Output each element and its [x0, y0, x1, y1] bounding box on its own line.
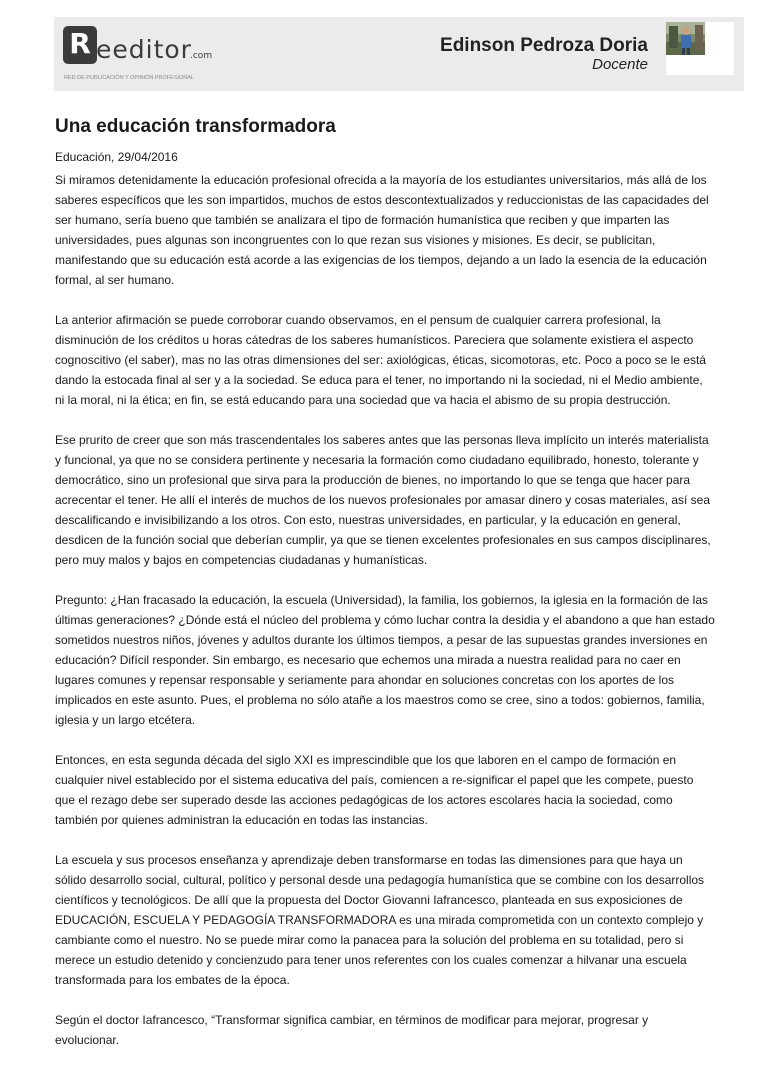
article-title: Una educación transformadora — [55, 116, 336, 137]
logo-badge-icon — [63, 26, 97, 64]
reeditor-logo[interactable] — [63, 26, 213, 86]
document-header — [54, 17, 744, 91]
author-name[interactable]: Edinson Pedroza Doria — [440, 35, 648, 56]
logo-wordmark: eeditor — [96, 35, 192, 64]
article-body — [55, 170, 715, 1070]
paragraph: La anterior afirmación se puede corroborar cuando observamos, en el pensum de cualquier carrera profesional, la disminución de los créditos u horas cátedras de los saberes humanísticos. Pareciera que solamente existiera el aspecto cognoscitivo (el saber), mas no las otras dimensiones del ser: axiológicas, éticas, sicomotoras, etc. Poco a poco se le está dando la estocada final al ser y a la sociedad. Se educa para el tener, no importando ni la sociedad, ni el Medio ambiente, ni la moral, ni la ética; en fin, se está educando para una sociedad que va hacia el abismo de su propia destrucción. — [55, 313, 706, 407]
logo-tagline: RED DE PUBLICACIÓN Y OPINIÓN PROFESIONAL — [64, 75, 194, 81]
paragraph: Pregunto: ¿Han fracasado la educación, la escuela (Universidad), la familia, los gobiernos, la iglesia en la formación de las últimas generaciones? ¿Dónde está el núcleo del problema y cómo luchar contra la desidia y el abandono a que han estado sometidos nuestros niños, jóvenes y adultos durante los últimos tiempos, a pesar de las supuestas grandes inversiones en educación? Difícil responder. Sin embargo, es necesario que echemos una mirada a nuestra realidad para no caer en lugares comunes y repensar responsable y seriamente para ahondar en soluciones concretas con los aportes de los implicados en este asunto. Pues, el problema no sólo atañe a los maestros como se cree, sino a todos: gobiernos, familia, iglesia y un largo etcétera. — [55, 593, 715, 727]
avatar-frame — [666, 22, 734, 75]
logo-domain: .com — [190, 51, 213, 61]
paragraph: Entonces, en esta segunda década del siglo XXI es imprescindible que los que laboren en el campo de formación en cualquier nivel establecido por el sistema educativa del país, comiencen a re-significar el papel que les compete, puesto que el rezago debe ser superado desde las acciones pedagógicas de los actores escolares hacia la sociedad, como también por quienes administran la educación en todas las instancias. — [55, 753, 694, 827]
paragraph: Ese prurito de creer que son más trascendentales los saberes antes que las personas lleva implícito un interés materialista y funcional, ya que no se considera pertinente y necesaria la formación como ciudadano equilibrado, honesto, tolerante y democrático, sino un profesional que sirva para la producción de bienes, no importando lo que se tenga que hacer para acrecentar el tener. He allí el interés de muchos de los nuevos profesionales por amasar dinero y cosas materiales, así sea descalificando e invisibilizando a los otros. Con esto, nuestras universidades, en particular, y la educación en general, desdicen de la función social que deberían cumplir, ya que se tienen excelentes profesionales en sus campos disciplinares, pero muy malos y bajos en competencias ciudadanas y humanísticas. — [55, 433, 711, 567]
logo-badge-letter: R — [69, 27, 91, 60]
article-meta: Educación, 29/04/2016 — [55, 150, 178, 164]
avatar[interactable] — [666, 22, 705, 55]
paragraph: La escuela y sus procesos enseñanza y aprendizaje deben transformarse en todas las dimensiones para que haya un sólido desarrollo social, cultural, político y personal desde una pedagogía humanística que se combine con los desarrollos científicos y tecnológicos. De allí que la propuesta del Doctor Giovanni Iafrancesco, planteada en sus exposiciones de EDUCACIÓN, ESCUELA Y PEDAGOGÍA TRANSFORMADORA es una mirada comprometida con un contexto complejo y cambiante como el nuestro. No se puede mirar como la panacea para la solución del problema en su totalidad, pero si merece un estudio detenido y concienzudo para tener unos referentes con los cuales comenzar a hilvanar una escuela transformada para los embates de la época. — [55, 853, 705, 987]
paragraph: Según el doctor Iafrancesco, “Transformar significa cambiar, en términos de modificar para mejorar, progresar y evolucionar. — [55, 1013, 649, 1047]
paragraph: Si miramos detenidamente la educación profesional ofrecida a la mayoría de los estudiantes universitarios, más allá de los saberes específicos que les son impartidos, muchos de estos descontextualizados y reduccionistas de las capacidades del ser humano, sería bueno que también se analizara el tipo de formación humanística que reciben y que imparten las universidades, pues algunas son incongruentes con lo que rezan sus visiones y misiones. Es decir, se publicitan, manifestando que su educación está acorde a las exigencias de los tiempos, dejando a un lado la esencia de la educación formal, al ser humano. — [55, 173, 709, 287]
author-role: Docente — [592, 56, 648, 73]
author-photo-icon — [666, 22, 705, 55]
